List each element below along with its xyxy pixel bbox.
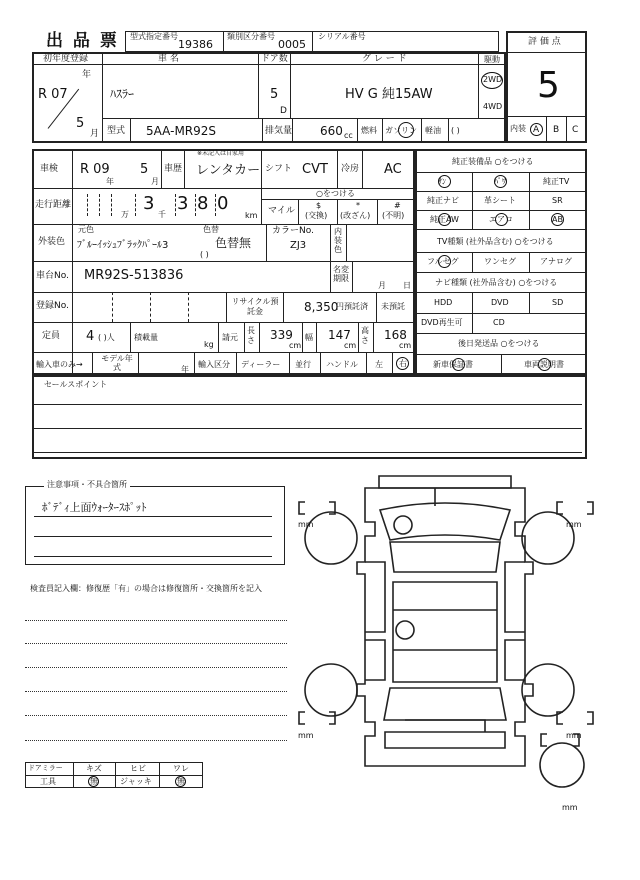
mm-front-left: mm — [298, 520, 314, 529]
shaken-year-unit: 年 — [106, 177, 114, 186]
sales-point-box — [32, 375, 587, 459]
tv-header: TV種類 (社外品含む) ○をつける — [437, 237, 554, 246]
interior-c: C — [572, 125, 579, 135]
width-label: 幅 — [305, 333, 313, 342]
first-reg-month: 5 — [76, 116, 85, 131]
height-value: 168 — [384, 328, 407, 342]
first-reg-label: 初年度登録 — [43, 54, 89, 64]
power-window-circle — [494, 175, 507, 188]
parallel-option: 並行 — [295, 360, 311, 369]
history-label: 車歴 — [164, 164, 183, 174]
tire-rear-right — [522, 664, 574, 716]
later-header: 後日発送品 ○をつける — [458, 339, 540, 348]
manual-option: 車両説明書 — [524, 360, 564, 369]
dealer-option: ディーラー — [241, 360, 281, 369]
chassis-value: MR92S-513836 — [84, 268, 184, 283]
color-change-value: 色替無 — [215, 236, 252, 250]
page-title: 出 品 票 — [46, 31, 119, 51]
mm-rear-left: mm — [298, 731, 314, 740]
ac-value: AC — [384, 162, 402, 177]
displacement-unit: cc — [344, 131, 353, 140]
handle-left: 左 — [375, 360, 383, 369]
capacity-label: 定員 — [42, 331, 61, 341]
ac-label: 冷房 — [341, 164, 360, 174]
exchange-symbol: $ — [316, 201, 322, 210]
fuel-gasoline-circle — [398, 122, 414, 138]
interior-a: A — [533, 125, 540, 135]
capacity-value: 4 — [86, 329, 95, 344]
recycle-unit: 円預託済 — [336, 302, 368, 311]
tools-label: 工具 — [40, 777, 56, 786]
crack-label: ヒビ — [130, 764, 146, 773]
mileage-d1: 3 — [177, 193, 189, 214]
genuine-header: 純正装備品 ○をつける — [452, 157, 534, 166]
car-name-value: ﾊｽﾗｰ — [110, 87, 135, 101]
shaken-month: 5 — [140, 162, 149, 177]
history-note: ※未記入は自家用 — [197, 150, 245, 157]
width-unit: cm — [344, 341, 357, 350]
model-year-unit: 年 — [181, 365, 189, 374]
recycle-not: 未預託 — [381, 302, 405, 311]
height-unit: cm — [399, 341, 412, 350]
length-value: 339 — [270, 328, 293, 342]
first-reg-month-unit: 月 — [90, 129, 100, 139]
jack-label: ジャッキ — [120, 777, 152, 786]
shaken-month-unit: 月 — [151, 177, 159, 186]
mileage-man: 3 — [143, 193, 155, 214]
mileage-d3: 0 — [217, 193, 229, 214]
fuel-other: ( ) — [451, 126, 460, 135]
hdd-option: HDD — [434, 298, 453, 307]
aero-circle — [495, 213, 508, 226]
altered-symbol: * — [356, 201, 360, 210]
manual-circle — [538, 358, 551, 371]
dvd-play-option: DVD再生可 — [421, 318, 463, 327]
grade-value: HV G 純15AW — [345, 87, 433, 102]
model-value: 5AA-MR92S — [146, 124, 217, 138]
category-value: 0005 — [278, 38, 306, 51]
scratch-label: キズ — [86, 764, 102, 773]
history-value: レンタカー — [196, 163, 261, 178]
fuel-diesel: 軽油 — [425, 126, 441, 135]
handle-label: ハンドル — [326, 360, 358, 369]
serial-label: シリアル番号 — [318, 32, 366, 41]
color-no-label: カラーNo. — [272, 226, 314, 236]
drive-label: 駆動 — [484, 55, 500, 64]
exchange-label: (交換) — [305, 211, 328, 220]
drive-4wd: 4WD — [483, 102, 503, 111]
orig-color-label: 元色 — [78, 225, 94, 234]
name-change-day: 日 — [403, 281, 411, 290]
color-label: 外装色 — [38, 237, 66, 247]
genuine-tv-option: 純正TV — [543, 177, 570, 186]
cd-option: CD — [493, 318, 505, 327]
displacement-value: 660 — [320, 124, 343, 138]
displacement-label: 排気量 — [265, 126, 293, 136]
name-change-label: 名変期限 — [333, 265, 349, 283]
import-type-label: 輸入区分 — [198, 360, 230, 369]
sunroof-option: ｻﾝ — [438, 177, 446, 186]
notes-title: 注意事項・不具合箇所 — [44, 481, 130, 489]
sunroof-circle — [438, 175, 451, 188]
analog-option: アナログ — [540, 257, 572, 266]
ab-option: AB — [552, 215, 563, 224]
mileage-note: ○をつける — [316, 189, 355, 198]
load-label: 積載量 — [134, 333, 158, 342]
altered-label: (改ざん) — [340, 211, 371, 220]
shaken-era: R 09 — [80, 162, 110, 177]
unknown-label: (不明) — [382, 211, 405, 220]
model-code-label: 型式指定番号 — [130, 32, 178, 41]
shift-label: シフト — [265, 164, 293, 174]
sd-option: SD — [552, 298, 564, 307]
grade-label: グ レ ー ド — [362, 54, 407, 64]
name-change-month: 月 — [378, 281, 386, 290]
color-no-value: ZJ3 — [290, 240, 307, 251]
navi-header: ナビ種類 (社外品含む) ○をつける — [435, 278, 558, 287]
mileage-d2: 8 — [197, 193, 209, 214]
km-unit: km — [245, 211, 258, 220]
model-code-value: 19386 — [178, 38, 213, 51]
mm-rear-right: mm — [566, 731, 582, 740]
jack-value: 無 — [177, 777, 185, 786]
category-label: 類別区分番号 — [227, 32, 275, 41]
mm-front-right: mm — [566, 520, 582, 529]
fullseg-circle — [438, 255, 451, 268]
shift-value: CVT — [302, 162, 328, 177]
request-label: 請元 — [222, 333, 238, 342]
interior-b: B — [553, 125, 560, 135]
shaken-label: 車検 — [40, 164, 59, 174]
man-unit: 万 — [121, 210, 129, 219]
first-reg-era: R 07 — [38, 87, 68, 102]
aero-option: エアロ — [489, 215, 513, 224]
power-window-option: ﾊﾟﾜ — [494, 177, 506, 186]
capacity-unit: ( )人 — [98, 333, 115, 342]
notes-line1: ﾎﾞﾃﾞｨ上面ｳｫｰﾀｰｽﾎﾟｯﾄ — [42, 501, 147, 514]
car-name-label: 車 名 — [158, 54, 179, 64]
unknown-symbol: # — [394, 201, 401, 210]
warranty-circle — [452, 358, 465, 371]
fullseg-option: フルセグ — [427, 257, 459, 266]
doors-value: 5 — [270, 87, 279, 102]
fuel-gasoline: ガソリン — [385, 126, 417, 135]
height-label: 高さ — [361, 326, 369, 345]
color-paren: ( ) — [200, 250, 209, 259]
drive-2wd: 2WD — [483, 75, 503, 84]
doors-type: D — [280, 106, 287, 116]
sales-point-label: セールスポイント — [44, 380, 108, 389]
score-label: 評 価 点 — [528, 37, 561, 47]
dvd-option: DVD — [491, 298, 509, 307]
color-change-label: 色替 — [203, 225, 219, 234]
mile-label: マイル — [268, 206, 295, 216]
length-unit: cm — [289, 341, 302, 350]
first-reg-year-unit: 年 — [82, 70, 92, 80]
handle-right: 右 — [399, 359, 407, 368]
tire-rear-left — [305, 664, 357, 716]
sen-unit: 千 — [158, 210, 166, 219]
mileage-label: 走行距離 — [35, 200, 72, 210]
spare-tire — [540, 743, 584, 787]
aw-circle — [438, 213, 451, 226]
tools-value: 無 — [90, 777, 98, 786]
reg-label: 登録No. — [36, 301, 69, 311]
break-label: ワレ — [173, 764, 189, 773]
color-name: ﾌﾞﾙｰｲｯｼｭﾌﾞﾗｯｸﾊﾟｰﾙ3 — [77, 240, 169, 251]
leather-option: 革シート — [484, 196, 516, 205]
sr-option: SR — [552, 196, 563, 205]
car-diagram — [285, 470, 610, 810]
aw-option: 純正AW — [430, 215, 459, 224]
notes-box — [25, 486, 285, 565]
inspector-note: 検査員記入欄：修復歴「有」の場合は修復箇所・交換箇所を記入 — [30, 584, 262, 593]
interior-color-label: 内装色 — [334, 227, 342, 254]
chassis-label: 車台No. — [36, 271, 69, 281]
doors-label: ドア数 — [261, 54, 288, 64]
mm-spare: mm — [562, 803, 578, 812]
import-label: 輸入車のみ→ — [36, 360, 83, 369]
recycle-label: リサイクル預託金 — [231, 297, 279, 316]
kg-unit: kg — [204, 340, 214, 349]
score-value: 5 — [537, 65, 560, 106]
model-year-label: モデル年式 — [101, 354, 133, 372]
warranty-option: 新車保証書 — [433, 360, 473, 369]
length-label: 長さ — [247, 326, 255, 345]
oneseg-option: ワンセグ — [484, 257, 516, 266]
interior-label: 内装 — [510, 124, 526, 133]
model-label: 型式 — [107, 126, 126, 136]
ab-circle — [551, 213, 564, 226]
door-mirror-label: ドアミラー — [28, 764, 63, 772]
recycle-amount: 8,350 — [304, 300, 339, 314]
width-value: 147 — [328, 328, 351, 342]
fuel-label: 燃料 — [361, 126, 377, 135]
genuine-navi-option: 純正ナビ — [427, 196, 459, 205]
